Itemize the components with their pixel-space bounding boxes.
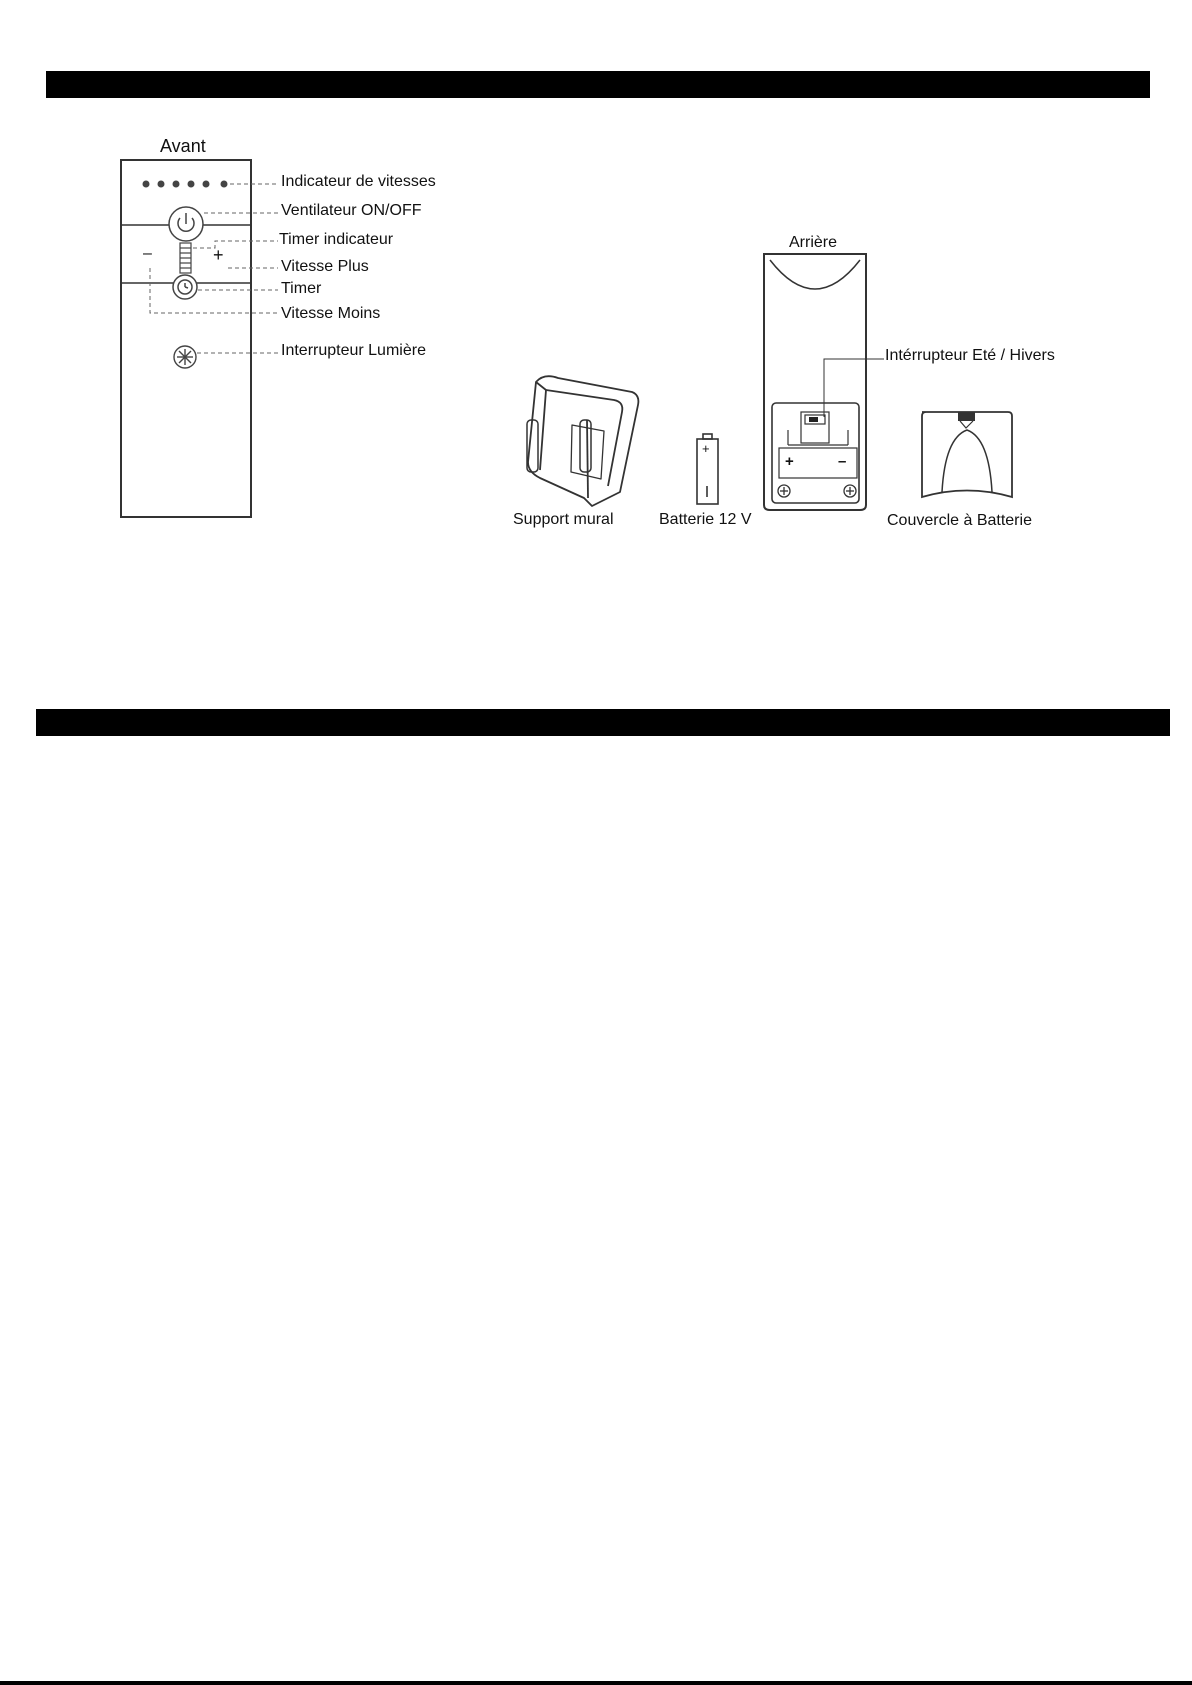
screw-icon (778, 485, 856, 497)
label-speed-indicator: Indicateur de vitesses (281, 173, 436, 190)
back-title: Arrière (789, 234, 838, 251)
power-button-icon (169, 207, 203, 241)
timer-indicator-ladder (180, 243, 191, 273)
label-speed-minus: Vitesse Moins (281, 305, 381, 322)
back-minus-symbol: – (838, 453, 847, 470)
light-button-icon (174, 346, 196, 368)
front-plus-symbol: + (213, 245, 224, 265)
label-battery: Batterie 12 V (659, 511, 752, 528)
label-speed-plus: Vitesse Plus (281, 258, 369, 275)
back-plus-symbol: + (785, 453, 794, 470)
front-minus-symbol: – (143, 245, 152, 262)
battery-cover-icon (922, 412, 1012, 497)
label-timer: Timer (281, 280, 322, 297)
label-fan-on-off: Ventilateur ON/OFF (281, 202, 422, 219)
label-wall-mount: Support mural (513, 511, 614, 528)
speed-indicator-dots (143, 181, 228, 188)
front-leader-lines (150, 184, 278, 353)
label-timer-indicator: Timer indicateur (279, 231, 394, 248)
label-battery-cover: Couvercle à Batterie (887, 512, 1032, 529)
back-remote-arc (770, 260, 860, 289)
label-summer-winter-switch: Intérrupteur Eté / Hivers (885, 347, 1055, 364)
wall-mount-icon (527, 376, 638, 506)
timer-button-icon (173, 275, 197, 299)
label-light-switch: Interrupteur Lumière (281, 342, 426, 359)
front-title: Avant (160, 136, 206, 156)
switch-leader-line (824, 359, 884, 417)
battery-plus-symbol: + (702, 441, 710, 456)
